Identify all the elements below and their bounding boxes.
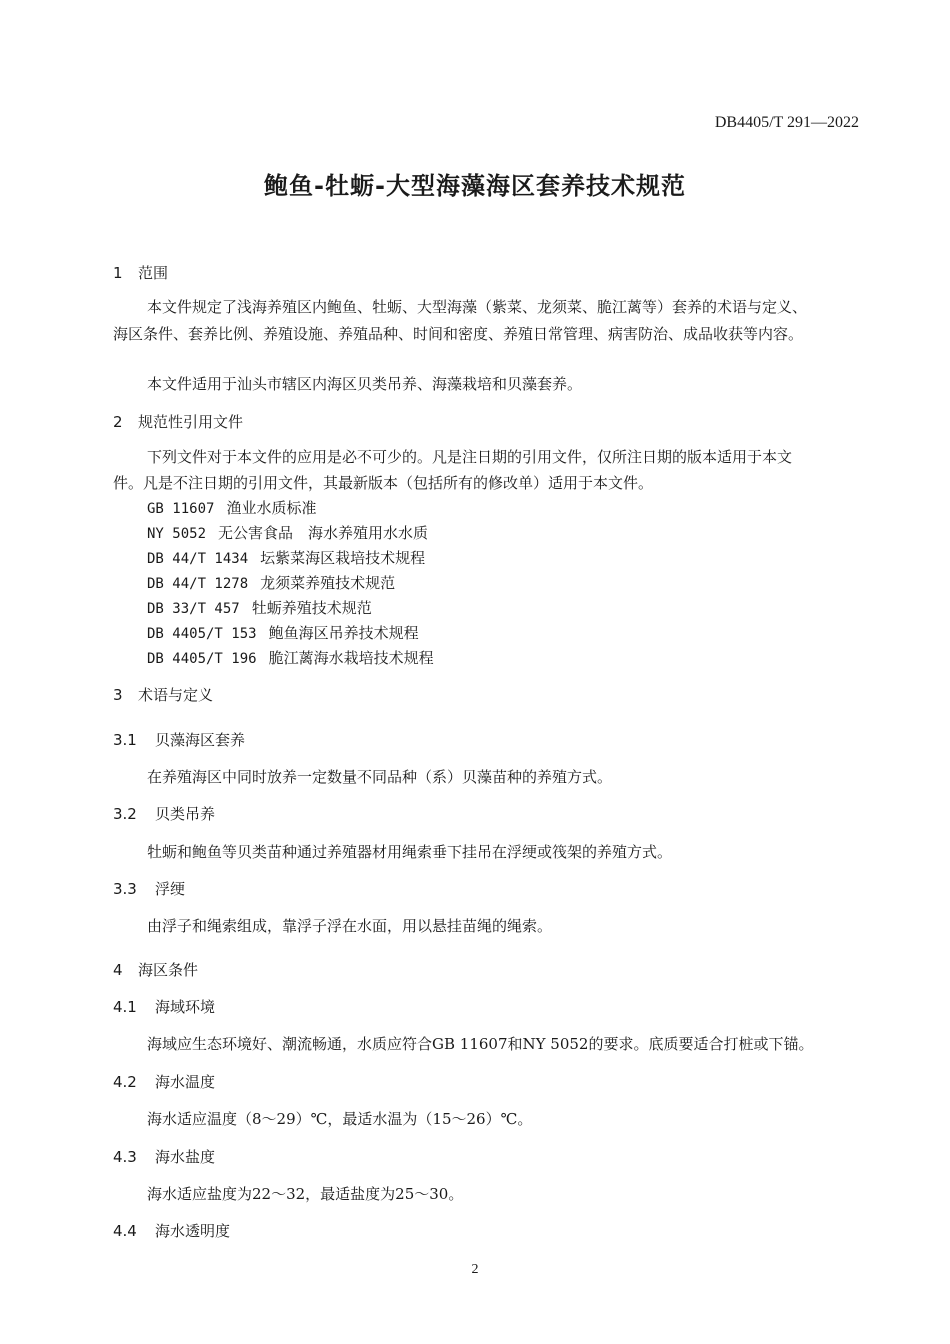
subsection-number: 4.4 <box>113 1222 137 1240</box>
reference-title: 鲍鱼海区吊养技术规程 <box>268 624 419 642</box>
section-3-heading <box>113 684 213 705</box>
subsection-number: 3.2 <box>113 805 137 823</box>
subsection-heading <box>113 729 245 750</box>
section-1-heading <box>113 262 168 283</box>
reference-title: 牡蛎养殖技术规范 <box>251 599 372 617</box>
subsection-number: 4.3 <box>113 1148 137 1166</box>
paragraph: 在养殖海区中同时放养一定数量不同品种（系）贝藻苗种的养殖方式。 <box>147 768 613 786</box>
reference-title: 渔业水质标准 <box>226 499 317 517</box>
reference-code: DB 4405/T 153 <box>147 626 257 642</box>
reference-title: 无公害食品 海水养殖用水水质 <box>218 524 429 542</box>
subsection-heading <box>113 803 215 824</box>
paragraph-line: 件。凡是不注日期的引用文件，其最新版本（包括所有的修改单）适用于本文件。 <box>113 474 654 492</box>
paragraph-line: 本文件规定了浅海养殖区内鲍鱼、牡蛎、大型海藻（紫菜、龙须菜、脆江蓠等）套养的术语与定义、 <box>147 298 808 316</box>
reference-title: 坛紫菜海区栽培技术规程 <box>260 549 426 567</box>
subsection-title: 海水温度 <box>155 1073 216 1091</box>
reference-code: DB 33/T 457 <box>147 601 240 617</box>
reference-item <box>147 572 395 593</box>
subsection-title: 海域环境 <box>155 998 216 1016</box>
subsection-title: 浮绠 <box>155 880 186 898</box>
subsection-title: 贝类吊养 <box>155 805 216 823</box>
section-4-heading <box>113 959 198 980</box>
reference-item <box>147 647 434 668</box>
reference-item <box>147 597 372 618</box>
paragraph: 牡蛎和鲍鱼等贝类苗种通过养殖器材用绳索垂下挂吊在浮绠或筏架的养殖方式。 <box>147 843 673 861</box>
section-title: 海区条件 <box>138 961 199 979</box>
section-number: 2 <box>113 413 123 431</box>
subsection-heading <box>113 878 185 899</box>
reference-item <box>147 547 425 568</box>
section-2-heading <box>113 411 243 432</box>
reference-title: 龙须菜养殖技术规范 <box>260 574 396 592</box>
subsection-title: 海水盐度 <box>155 1148 216 1166</box>
paragraph: 海水适应盐度为22～32，最适盐度为25～30。 <box>147 1185 464 1203</box>
section-number: 3 <box>113 686 123 704</box>
subsection-heading <box>113 1220 230 1241</box>
subsection-number: 3.3 <box>113 880 137 898</box>
section-number: 1 <box>113 264 123 282</box>
document-title: 鲍鱼-牡蛎-大型海藻海区套养技术规范 <box>264 172 686 200</box>
subsection-heading <box>113 996 215 1017</box>
reference-item <box>147 497 316 518</box>
reference-code: DB 44/T 1434 <box>147 551 249 567</box>
paragraph-line: 海区条件、套养比例、养殖设施、养殖品种、时间和密度、养殖日常管理、病害防治、成品收获等内容。 <box>113 325 804 343</box>
paragraph: 本文件适用于汕头市辖区内海区贝类吊养、海藻栽培和贝藻套养。 <box>147 375 583 393</box>
subsection-title: 海水透明度 <box>155 1222 231 1240</box>
paragraph-line: 下列文件对于本文件的应用是必不可少的。凡是注日期的引用文件，仅所注日期的版本适用于本文 <box>147 448 793 466</box>
subsection-number: 3.1 <box>113 731 137 749</box>
section-title: 规范性引用文件 <box>138 413 244 431</box>
section-title: 范围 <box>138 264 169 282</box>
reference-item <box>147 522 428 543</box>
section-number: 4 <box>113 961 123 979</box>
section-title: 术语与定义 <box>138 686 214 704</box>
subsection-heading <box>113 1146 215 1167</box>
reference-item <box>147 622 419 643</box>
page-number: 2 <box>471 1262 479 1277</box>
subsection-number: 4.2 <box>113 1073 137 1091</box>
reference-code: DB 4405/T 196 <box>147 651 257 667</box>
reference-title: 脆江蓠海水栽培技术规程 <box>268 649 434 667</box>
reference-code: GB 11607 <box>147 501 215 517</box>
paragraph: 由浮子和绳索组成，靠浮子浮在水面，用以悬挂苗绳的绳索。 <box>147 917 553 935</box>
reference-code: NY 5052 <box>147 526 207 542</box>
standard-code: DB4405/T 291—2022 <box>714 114 859 131</box>
paragraph: 海水适应温度（8～29）℃，最适水温为（15～26）℃。 <box>147 1110 533 1128</box>
subsection-title: 贝藻海区套养 <box>155 731 246 749</box>
subsection-heading <box>113 1071 215 1092</box>
paragraph: 海域应生态环境好、潮流畅通，水质应符合GB 11607和NY 5052的要求。底质要适合打桩或下锚。 <box>147 1035 814 1053</box>
reference-code: DB 44/T 1278 <box>147 576 249 592</box>
subsection-number: 4.1 <box>113 998 137 1016</box>
